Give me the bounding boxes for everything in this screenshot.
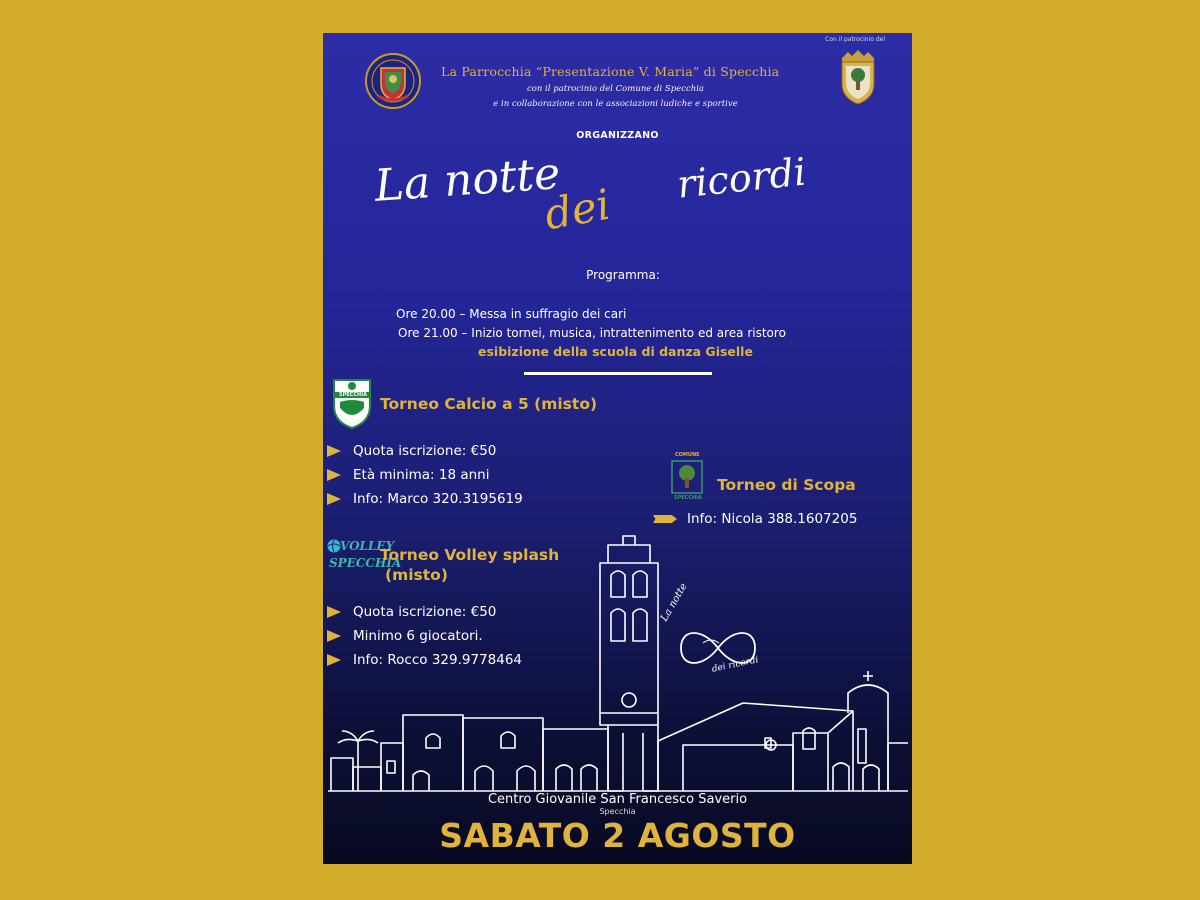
volley-logo-bottom: SPECCHIA [329,556,402,570]
emblem-text-bottom: dei ricordi [711,655,760,675]
volley-fee: Quota iscrizione: €50 [353,604,497,620]
event-poster [323,33,912,864]
arrow-bullet-icon [653,515,677,523]
patronage-line: con il patrocinio del Comune di Specchia [527,84,704,94]
scopa-logo-top: COMUNE [675,452,700,458]
scopa-title: Torneo di Scopa [717,476,856,494]
program-line-2: Ore 21.00 – Inizio tornei, musica, intrattenimento ed area ristoro [398,326,786,340]
program-label: Programma: [586,268,660,282]
divider-line [524,372,712,375]
calcio-item [327,443,496,459]
calcio-min-age: Età minima: 18 anni [353,467,490,483]
arrow-bullet-icon [327,493,341,505]
venue-town: Specchia [599,807,636,816]
venue-name: Centro Giovanile San Francesco Saverio [487,792,748,807]
volley-info: Info: Rocco 329.9778464 [353,652,523,668]
calcio-info: Info: Marco 320.3195619 [353,491,523,507]
scopa-item [653,511,857,527]
title-dei: dei [541,179,614,240]
organizers-label: ORGANIZZANO [576,130,659,141]
scopa-info: Info: Nicola 388.1607205 [687,511,858,527]
program-highlight: esibizione della scuola di danza Giselle [478,344,753,359]
comune-coat-of-arms-icon [836,48,880,108]
volley-title-1: Torneo Volley splash [380,546,560,564]
calcio-logo-text: SPECCHIA [339,392,367,398]
calcio-item [327,467,489,483]
calcio-fee: Quota iscrizione: €50 [353,443,497,459]
scopa-logo-bottom: SPECCHIA [674,495,702,501]
football-shield-icon [332,378,372,430]
calcio-item [327,491,523,507]
program-line-1: Ore 20.00 – Messa in suffragio dei cari [396,307,627,321]
town-skyline-illustration [323,533,912,798]
arrow-bullet-icon [327,445,341,457]
title-ricordi: ricordi [675,149,809,207]
volley-title-2: (misto) [385,566,448,584]
title-la-notte: La notte [373,148,562,212]
parish-title: La Parrocchia “Presentazione V. Maria” di Specchia [441,64,780,79]
scopa-logo [665,452,709,502]
arrow-bullet-icon [327,469,341,481]
tree-emblem-icon [671,460,703,494]
volley-min-players: Minimo 6 giocatori. [353,628,483,644]
volley-logo-top: VOLLEY [340,539,395,553]
collaboration-line: e in collaborazione con le associazioni ludiche e sportive [493,99,738,109]
calcio-title: Torneo Calcio a 5 (misto) [380,395,598,413]
emblem-text-top: La notte [659,581,690,624]
patronage-small-label: Con il patrocinio del [825,36,885,43]
calcio-logo [332,378,372,430]
event-date: SABATO 2 AGOSTO [439,816,796,855]
